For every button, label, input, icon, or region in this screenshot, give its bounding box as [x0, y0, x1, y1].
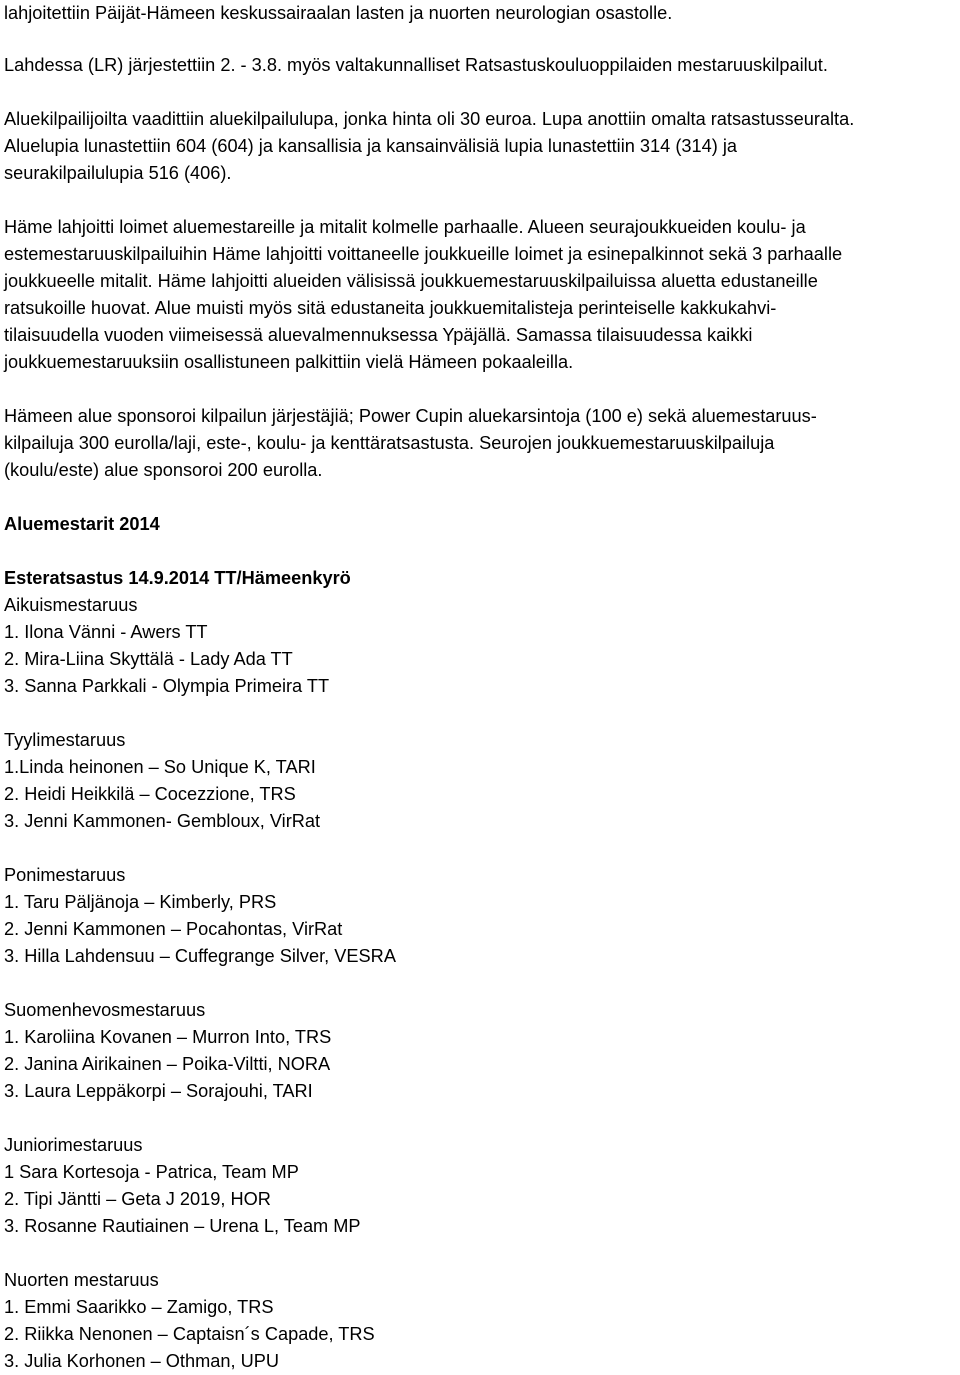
- licences-paragraph: [4, 106, 950, 187]
- sponsorship-line: Hämeen alue sponsoroi kilpailun järjestäjiä; Power Cupin aluekarsintoja (100 e) sekä aluemestaruus-: [4, 406, 817, 426]
- result-line: 2. Jenni Kammonen – Pocahontas, VirRat: [4, 919, 343, 939]
- sponsorship-line: (koulu/este) alue sponsoroi 200 eurolla.: [4, 460, 323, 480]
- event-heading: Esteratsastus 14.9.2014 TT/Hämeenkyrö: [4, 568, 351, 588]
- category-nuorten: [4, 1267, 950, 1375]
- prizes-paragraph: [4, 214, 950, 376]
- result-line: 1. Emmi Saarikko – Zamigo, TRS: [4, 1297, 274, 1317]
- result-line: 1.Linda heinonen – So Unique K, TARI: [4, 757, 316, 777]
- champions-heading: Aluemestarit 2014: [4, 514, 160, 534]
- category-poni: [4, 862, 950, 970]
- licences-line: seurakilpailulupia 516 (406).: [4, 163, 232, 183]
- champions-section: [4, 511, 950, 538]
- licences-line: Aluelupia lunastettiin 604 (604) ja kansallisia ja kansainvälisiä lupia lunastettiin 314 (314) ja: [4, 136, 737, 156]
- document-page: [4, 0, 950, 1375]
- intro-line: Lahdessa (LR) järjestettiin 2. - 3.8. myös valtakunnalliset Ratsastuskouluoppilaiden mestaruuskilpailut.: [4, 55, 828, 75]
- result-line: 3. Jenni Kammonen- Gembloux, VirRat: [4, 811, 321, 831]
- result-line: 1. Karoliina Kovanen – Murron Into, TRS: [4, 1027, 332, 1047]
- result-line: 1. Taru Päljänoja – Kimberly, PRS: [4, 892, 277, 912]
- category-aikuis: [4, 565, 950, 700]
- result-line: 3. Laura Leppäkorpi – Sorajouhi, TARI: [4, 1081, 313, 1101]
- category-title: Aikuismestaruus: [4, 595, 138, 615]
- category-title: Juniorimestaruus: [4, 1135, 143, 1155]
- prizes-line: ratsukoille huovat. Alue muisti myös sitä edustaneita joukkuemitalisteja perinteiselle kakkukahvi-: [4, 298, 777, 318]
- category-junior: [4, 1132, 950, 1240]
- result-line: 2. Heidi Heikkilä – Cocezzione, TRS: [4, 784, 296, 804]
- result-line: 3. Hilla Lahdensuu – Cuffegrange Silver, VESRA: [4, 946, 396, 966]
- category-title: Tyylimestaruus: [4, 730, 126, 750]
- result-line: 3. Rosanne Rautiainen – Urena L, Team MP: [4, 1216, 361, 1236]
- result-line: 2. Janina Airikainen – Poika-Viltti, NORA: [4, 1054, 331, 1074]
- result-line: 2. Riikka Nenonen – Captaisn´s Capade, TRS: [4, 1324, 375, 1344]
- result-line: 2. Tipi Jäntti – Geta J 2019, HOR: [4, 1189, 271, 1209]
- result-line: 2. Mira-Liina Skyttälä - Lady Ada TT: [4, 649, 293, 669]
- intro-paragraph: [4, 0, 950, 79]
- licences-line: Aluekilpailijoilta vaadittiin aluekilpailulupa, jonka hinta oli 30 euroa. Lupa anottiin omalta ratsastusseuralta.: [4, 109, 855, 129]
- category-title: Ponimestaruus: [4, 865, 126, 885]
- intro-line: lahjoitettiin Päijät-Hämeen keskussairaalan lasten ja nuorten neurologian osastolle.: [4, 3, 673, 23]
- result-line: 1. Ilona Vänni - Awers TT: [4, 622, 208, 642]
- prizes-line: joukkuemestaruuksiin osallistuneen palkittiin vielä Hämeen pokaaleilla.: [4, 352, 574, 372]
- sponsorship-paragraph: [4, 403, 950, 484]
- sponsorship-line: kilpailuja 300 eurolla/laji, este-, koulu- ja kenttäratsastusta. Seurojen joukkuemestaruuskilpailuja: [4, 433, 775, 453]
- result-line: 3. Sanna Parkkali - Olympia Primeira TT: [4, 676, 330, 696]
- prizes-line: estemestaruuskilpailuihin Häme lahjoitti voittaneelle joukkueille loimet ja esinepalkinnot sekä 3 parhaalle: [4, 244, 843, 264]
- prizes-line: tilaisuudella vuoden viimeisessä aluevalmennuksessa Ypäjällä. Samassa tilaisuudessa kaikki: [4, 325, 753, 345]
- result-line: 3. Julia Korhonen – Othman, UPU: [4, 1351, 279, 1371]
- prizes-line: joukkueelle mitalit. Häme lahjoitti alueiden välisissä joukkuemestaruuskilpailuissa aluetta edustaneille: [4, 271, 818, 291]
- prizes-line: Häme lahjoitti loimet aluemestareille ja mitalit kolmelle parhaalle. Alueen seurajoukkueiden koulu- ja: [4, 217, 806, 237]
- category-suomenhevos: [4, 997, 950, 1105]
- category-tyyli: [4, 727, 950, 835]
- category-title: Suomenhevosmestaruus: [4, 1000, 206, 1020]
- result-line: 1 Sara Kortesoja - Patrica, Team MP: [4, 1162, 299, 1182]
- category-title: Nuorten mestaruus: [4, 1270, 159, 1290]
